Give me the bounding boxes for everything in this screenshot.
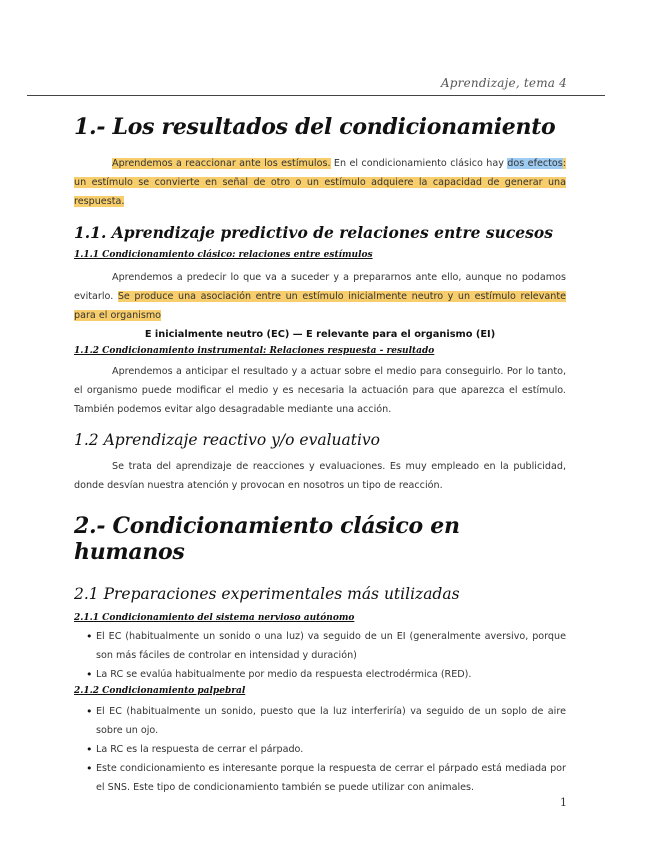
highlight-yellow: : un estímulo se convierte en señal de otro o un estímulo adquiere la capacidad de generar una respuesta.: [74, 158, 566, 207]
bullet-icon: •: [86, 762, 93, 775]
bullet-icon: •: [86, 705, 93, 718]
list-item: [86, 665, 566, 684]
section-2-1-2-title: 2.1.2 Condicionamiento palpebral: [74, 686, 246, 696]
document-body: [74, 104, 566, 797]
section-1-1-title: 1.1. Aprendizaje predictivo de relaciones entre sucesos: [74, 223, 553, 242]
list-2-1-1: [74, 627, 566, 684]
section-2-1-1-title: 2.1.1 Condicionamiento del sistema nervioso autónomo: [74, 613, 355, 623]
list-item-text: El EC (habitualmente un sonido, puesto que la luz interferiría) va seguido de un soplo de aire sobre un ojo.: [96, 706, 566, 736]
bullet-icon: •: [86, 668, 93, 681]
bullet-icon: •: [86, 630, 93, 643]
intro-text: En el condicionamiento clásico hay: [330, 158, 508, 169]
section-1-intro: [74, 154, 566, 211]
page-number: 1: [560, 796, 567, 809]
formula-line: E inicialmente neutro (EC) — E relevante para el organismo (EI): [144, 329, 496, 340]
section-1-1-1-title: 1.1.1 Condicionamiento clásico: relaciones entre estímulos: [74, 250, 373, 260]
list-item-text: El EC (habitualmente un sonido o una luz) va seguido de un EI (generalmente aversivo, porque son más fáciles de controlar en intensidad y duración): [96, 631, 566, 661]
highlight-blue: dos efectos: [507, 158, 563, 169]
section-1-2-text: Se trata del aprendizaje de reacciones y evaluaciones. Es muy empleado en la publicidad, donde desvían nuestra atención y provocan en nosotros un tipo de reacción.: [74, 461, 566, 491]
highlight-yellow: Se produce una asociación entre un estímulo inicialmente neutro y un estímulo relevante para el organismo: [74, 291, 567, 321]
list-item-text: Este condicionamiento es interesante porque la respuesta de cerrar el párpado está mediada por el SNS. Este tipo de condicionamiento también se puede utilizar con animales.: [96, 763, 566, 793]
section-1-1-2-text: Aprendemos a anticipar el resultado y a actuar sobre el medio para conseguirlo. Por lo tanto, el organismo puede modificar el medio y es necesaria la actuación para que aparezca el estímulo. También podemos evitar algo desagradable mediante una acción.: [74, 366, 566, 415]
section-1-title: 1.- Los resultados del condicionamiento: [74, 114, 556, 140]
section-2-title: 2.- Condicionamiento clásico en humanos: [74, 513, 460, 565]
running-header: Aprendizaje, tema 4: [440, 76, 567, 90]
list-item: [86, 740, 566, 759]
list-item-text: La RC se evalúa habitualmente por medio da respuesta electrodérmica (RED).: [96, 669, 472, 680]
list-item: [86, 702, 566, 740]
list-item-text: La RC es la respuesta de cerrar el párpado.: [96, 744, 304, 755]
section-1-1-1-text: [74, 268, 566, 325]
section-2-1-title: 2.1 Preparaciones experimentales más utilizadas: [74, 585, 460, 603]
list-2-1-2: [74, 702, 566, 797]
highlight-yellow: Aprendemos a reaccionar ante los estímulos.: [112, 158, 331, 169]
section-1-2-title: 1.2 Aprendizaje reactivo y/o evaluativo: [74, 431, 381, 449]
list-item: [86, 759, 566, 797]
section-1-1-2-title: 1.1.2 Condicionamiento instrumental: Relaciones respuesta - resultado: [74, 346, 435, 356]
header-divider: [27, 95, 605, 96]
bullet-icon: •: [86, 743, 93, 756]
list-item: [86, 627, 566, 665]
paragraph-text: Aprendemos a predecir lo que va a suceder y a prepararnos ante ello, aunque no podamos evitarlo.: [74, 272, 566, 302]
